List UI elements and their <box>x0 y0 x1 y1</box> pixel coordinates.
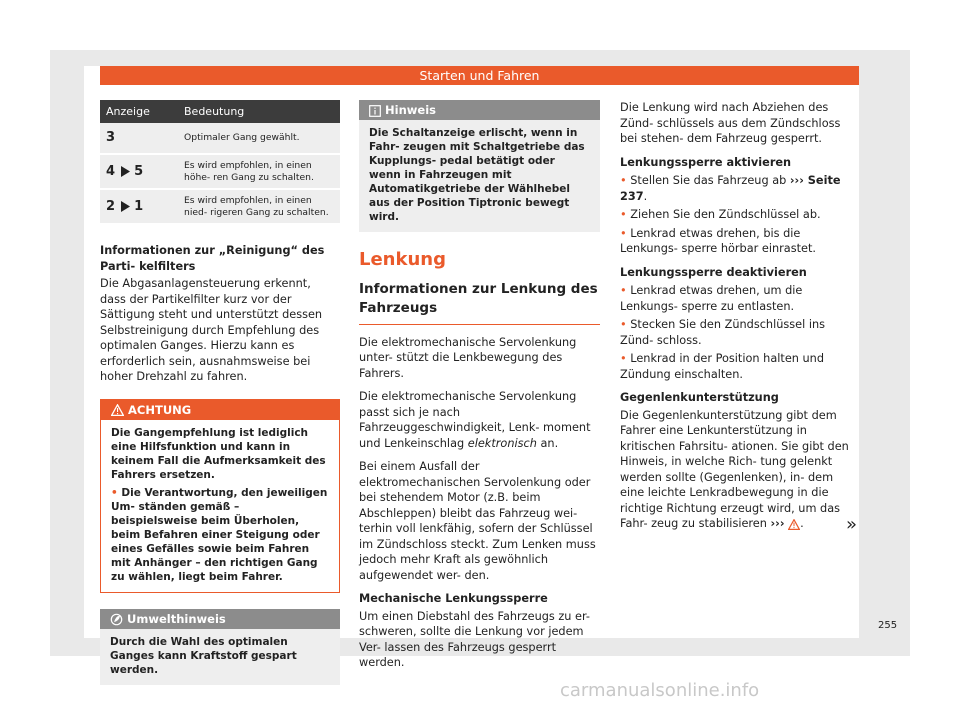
table-cell: Optimaler Gang gewählt. <box>178 123 340 154</box>
paragraph <box>359 389 600 451</box>
section-heading: Mechanische Lenkungssperre <box>359 592 548 605</box>
bullet-dot: • <box>620 352 627 365</box>
gear-symbol <box>100 189 178 224</box>
table-row <box>100 123 340 154</box>
text-span: Die elektromechanische Servolenkung passt sich je nach Fahrzeuggeschwindigkeit, Lenk- moment und Lenkeinschlag <box>359 390 591 450</box>
list-item-text: Ziehen Sie den Zündschlüssel ab. <box>630 208 821 221</box>
bullet-dot: • <box>620 174 627 187</box>
leaf-icon <box>110 613 123 626</box>
paragraph: Bei einem Ausfall der elektromechanischen Servolenkung oder bei stehendem Motor (z.B. beim Abschleppen) bleibt das Fahrzeug wei- terhin voll lenkfähig, sofern der Schlüssel im Zündschloss steckt. Zum Lenken muss jedoch mehr Kraft als gewöhnlich aufgewendet wer- den. <box>359 460 596 582</box>
bullet-dot: • <box>620 318 627 331</box>
gear-from: 2 <box>106 198 116 214</box>
gear-to: 5 <box>134 163 144 179</box>
list-item <box>620 173 860 204</box>
paragraph: Um einen Diebstahl des Fahrzeugs zu er- schweren, sollte die Lenkung vor jedem Ver- lassen des Fahrzeugs gesperrt werden. <box>359 609 591 669</box>
text-span: . <box>643 189 648 203</box>
emphasis: elektronisch <box>467 436 537 450</box>
environment-note-title: Umwelthinweis <box>127 611 226 626</box>
info-icon <box>369 105 381 117</box>
list-item <box>620 317 860 348</box>
column-2 <box>359 100 600 679</box>
section-header: Starten und Fahren <box>100 66 859 85</box>
warning-box-header <box>101 400 339 420</box>
table-row <box>100 154 340 189</box>
warning-title: ACHTUNG <box>128 402 192 417</box>
column-3 <box>620 100 860 540</box>
section-heading: Informationen zur „Reinigung“ des Parti- kelfilters <box>100 244 325 273</box>
environment-note-box <box>100 609 340 685</box>
bullet-dot: • <box>620 208 627 221</box>
section-heading: Lenkungssperre aktivieren <box>620 155 792 169</box>
warning-text: Die Gangempfehlung ist lediglich eine Hilfsfunktion und kann in keinem Fall die Aufmerksamkeit des Fahrers ersetzen. <box>111 426 326 481</box>
table-header-display: Anzeige <box>100 100 178 123</box>
environment-note-header <box>100 609 340 629</box>
bullet-dot: • <box>620 226 627 240</box>
list-item <box>620 283 860 314</box>
text-span: . <box>800 517 804 530</box>
table-cell: Es wird empfohlen, in einen höhe- ren Gang zu schalten. <box>178 154 340 189</box>
watermark: carmanualsonline.info <box>560 680 760 701</box>
note-box-header <box>359 100 600 120</box>
column-1 <box>100 100 340 685</box>
list-item <box>620 226 860 257</box>
text-span: an. <box>536 436 559 450</box>
note-text: Die Schaltanzeige erlischt, wenn in Fahr- zeugen mit Schaltgetriebe das Kupplungs- pedal betätigt oder wenn in Fahrzeugen mit Automatikgetriebe der Wählhebel aus der Position Tiptronic bewegt wird. <box>359 120 600 232</box>
arrow-right-icon <box>120 201 130 212</box>
bullet-dot: • <box>620 284 627 297</box>
list-item-text: Stellen Sie das Fahrzeug ab <box>630 174 790 187</box>
warning-bullet-text: Die Verantwortung, den jeweiligen Um- ständen gemäß – beispielsweise beim Überholen, beim Befahren einer Steigung oder eines Gefälles sowie beim Fahren mit Anhänger – den richtigen Gang zu wählen, liegt beim Fahrer. <box>111 486 328 583</box>
warning-triangle-icon <box>111 404 124 416</box>
warning-reference-link[interactable]: ››› <box>770 517 785 530</box>
table-header-meaning: Bedeutung <box>178 100 340 123</box>
section-heading: Gegenlenkunterstützung <box>620 391 779 404</box>
table-row <box>100 189 340 224</box>
paragraph <box>620 408 860 532</box>
warning-bullet <box>111 486 329 584</box>
list-item <box>620 207 860 223</box>
note-title: Hinweis <box>385 103 436 117</box>
paragraph: Die Abgasanlagensteuerung erkennt, dass der Partikelfilter kurz vor der Sättigung steht und unterstützt dessen Selbstreinigung durch Empfehlung des optimalen Ganges. Hierzu kann es erforderlich sein, ausnahmsweise bei hoher Drehzahl zu fahren. <box>100 277 323 383</box>
section-heading: Lenkungssperre deaktivieren <box>620 265 807 279</box>
environment-note-text: Durch die Wahl des optimalen Ganges kann Kraftstoff gespart werden. <box>100 629 340 685</box>
chapter-title: Lenkung <box>359 249 446 270</box>
gear-indicator-table <box>100 100 340 225</box>
note-box <box>359 100 600 232</box>
list-item-text: Lenkrad in der Position halten und Zündung einschalten. <box>620 352 825 381</box>
list-item <box>620 351 860 382</box>
table-cell: Es wird empfohlen, in einen nied- rigeren Gang zu schalten. <box>178 189 340 224</box>
list-item-text: Lenkrad etwas drehen, um die Lenkungs- sperre zu entlasten. <box>620 284 803 313</box>
warning-body <box>101 420 339 592</box>
page-number: 255 <box>878 620 898 631</box>
list-item-text: Stecken Sie den Zündschlüssel ins Zünd- schloss. <box>620 318 826 347</box>
continue-mark: » <box>846 514 858 535</box>
gear-symbol: 3 <box>100 123 178 154</box>
warning-triangle-icon[interactable] <box>788 519 800 530</box>
page-reference-link[interactable]: ››› Seite 237 <box>620 174 841 203</box>
gear-to: 1 <box>134 198 144 214</box>
warning-box <box>100 399 340 593</box>
gear-from: 4 <box>106 163 116 179</box>
section-title: Informationen zur Lenkung des Fahrzeugs <box>359 280 600 325</box>
arrow-right-icon <box>120 166 130 177</box>
list-item-text: Lenkrad etwas drehen, bis die Lenkungs- sperre hörbar einrastet. <box>620 226 816 255</box>
text-span: Die Gegenlenkunterstützung gibt dem Fahrer eine Lenkunterstützung in kritischen Fahrsitu- ationen. Sie gibt den Hinweis, in welche Rich- tung gelenkt werden sollte (Gegenlenken), in- dem eine leichte Lenkradbewegung in die richtige Richtung erzeugt wird, um das Fahr- zeug zu stabilisieren <box>620 408 849 530</box>
gear-symbol <box>100 154 178 189</box>
bullet-dot: • <box>111 486 118 499</box>
paragraph: Die Lenkung wird nach Abziehen des Zünd- schlüssels aus dem Zündschloss bei stehen- dem Fahrzeug gesperrt. <box>620 101 841 145</box>
paragraph: Die elektromechanische Servolenkung unter- stützt die Lenkbewegung des Fahrers. <box>359 335 577 380</box>
